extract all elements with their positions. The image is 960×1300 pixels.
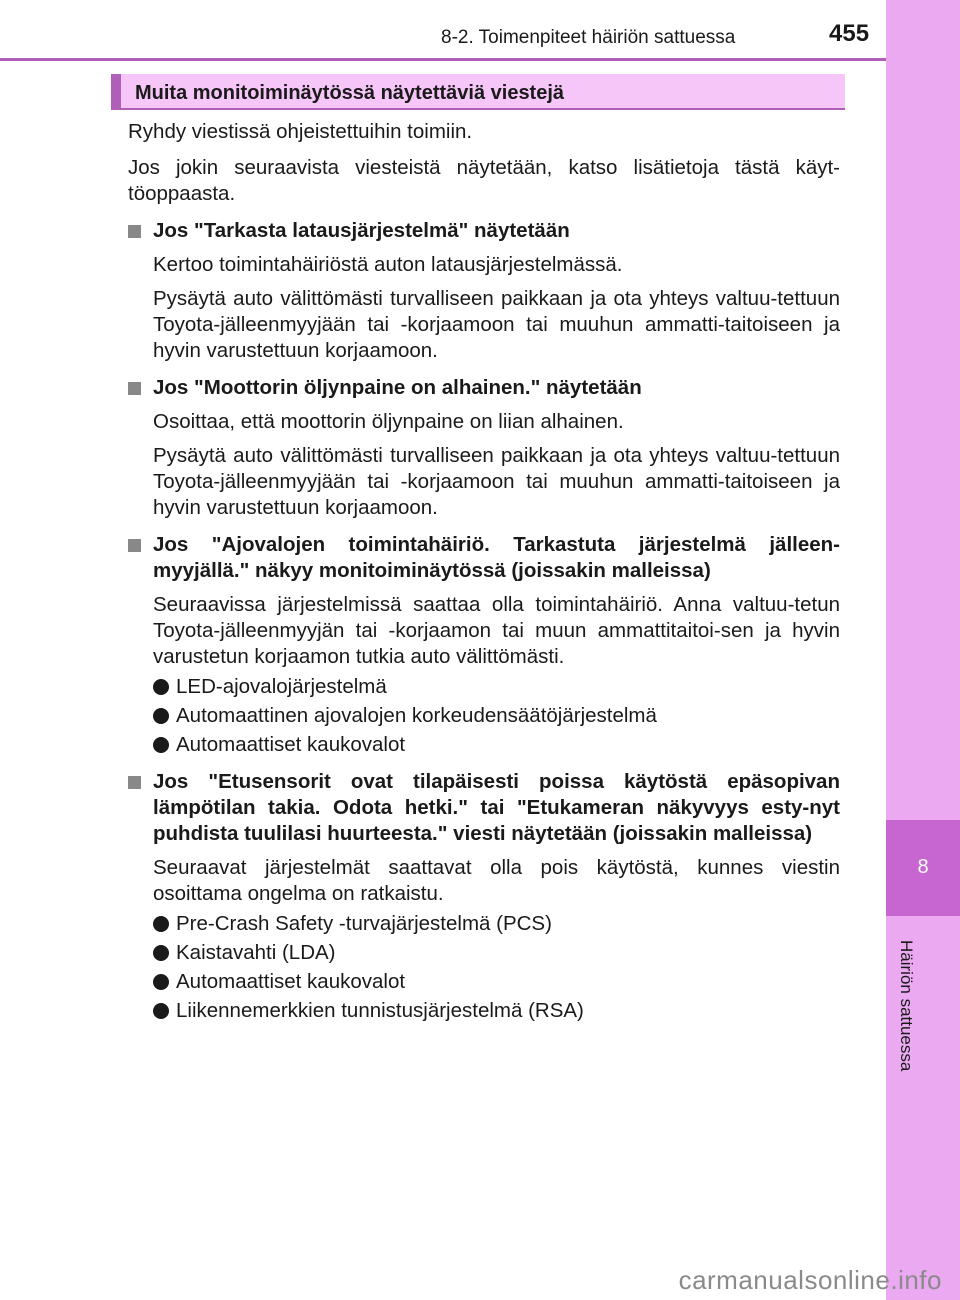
- intro-paragraph: Jos jokin seuraavista viesteistä näytetään, katso lisätietoja tästä käyt-töoppaasta.: [128, 156, 840, 205]
- page-content: [128, 119, 840, 1024]
- message-paragraph: Pysäytä auto välittömästi turvalliseen paikkaan ja ota yhteys valtuu-tettuun Toyota-jälleenmyyjään tai -korjaamoon tai muuhun ammatti-taitoiseen ja hyvin varustettuun korjaamoon.: [153, 287, 840, 362]
- message-body: [128, 409, 840, 521]
- message-body: [128, 855, 840, 1024]
- list-item-text: Automaattinen ajovalojen korkeudensäätöjärjestelmä: [176, 704, 657, 727]
- list-item: [153, 732, 840, 758]
- list-item-text: Pre-Crash Safety -turvajärjestelmä (PCS): [176, 912, 552, 935]
- system-list: [153, 674, 840, 758]
- list-item-text: Automaattiset kaukovalot: [176, 970, 406, 993]
- page-number: 455: [829, 20, 870, 47]
- square-bullet-icon: [128, 225, 141, 238]
- list-item-text: Automaattiset kaukovalot: [176, 733, 406, 756]
- message-paragraph: Kertoo toimintahäiriöstä auton latausjärjestelmässä.: [153, 253, 623, 276]
- round-bullet-icon: [153, 679, 169, 695]
- square-bullet-icon: [128, 539, 141, 552]
- round-bullet-icon: [153, 737, 169, 753]
- chapter-side-tab: [886, 0, 960, 1300]
- header-rule: [0, 58, 886, 61]
- list-item-text: LED-ajovalojärjestelmä: [176, 675, 387, 698]
- list-item: [153, 940, 840, 966]
- chapter-title-vertical: [894, 926, 918, 1086]
- square-bullet-icon: [128, 382, 141, 395]
- message-paragraph: Osoittaa, että moottorin öljynpaine on liian alhainen.: [153, 410, 624, 433]
- intro-paragraph: Ryhdy viestissä ohjeistettuihin toimiin.: [128, 120, 473, 143]
- list-item-text: Kaistavahti (LDA): [176, 941, 336, 964]
- header-section-title: 8-2. Toimenpiteet häiriön sattuessa: [441, 27, 736, 48]
- round-bullet-icon: [153, 916, 169, 932]
- list-item: [153, 969, 840, 995]
- message-heading: [128, 218, 840, 244]
- section-heading-bar: [111, 74, 845, 110]
- message-item: [128, 218, 840, 364]
- round-bullet-icon: [153, 974, 169, 990]
- message-heading-text: Jos "Moottorin öljynpaine on alhainen." näytetään: [153, 376, 642, 399]
- message-heading: [128, 769, 840, 847]
- message-heading-text: Jos "Tarkasta latausjärjestelmä" näytetään: [153, 219, 570, 242]
- message-heading-text: Jos "Etusensorit ovat tilapäisesti poissa käytöstä epäsopivan lämpötilan takia. Odota hetki." tai "Etukameran näkyvyys esty-nyt puhdista tuulilasi huurteesta." viesti näytetään (joissakin malleissa): [153, 770, 840, 845]
- list-item: [153, 911, 840, 937]
- round-bullet-icon: [153, 945, 169, 961]
- message-body: [128, 592, 840, 758]
- message-item: [128, 375, 840, 521]
- chapter-number: 8: [917, 856, 929, 878]
- round-bullet-icon: [153, 708, 169, 724]
- square-bullet-icon: [128, 776, 141, 789]
- message-body: [128, 252, 840, 364]
- message-heading: [128, 375, 840, 401]
- chapter-title: Häiriön sattuessa: [897, 940, 916, 1072]
- message-heading-text: Jos "Ajovalojen toimintahäiriö. Tarkastuta järjestelmä jälleen-myyjällä." näkyy monitoiminäytössä (joissakin malleissa): [153, 533, 840, 582]
- watermark: carmanualsonline.info: [678, 1265, 942, 1295]
- message-item: [128, 532, 840, 758]
- message-paragraph: Pysäytä auto välittömästi turvalliseen paikkaan ja ota yhteys valtuu-tettuun Toyota-jälleenmyyjään tai -korjaamoon tai muuhun ammatti-taitoiseen ja hyvin varustettuun korjaamoon.: [153, 444, 840, 519]
- message-heading: [128, 532, 840, 584]
- system-list: [153, 911, 840, 1024]
- list-item: [153, 703, 840, 729]
- list-item-text: Liikennemerkkien tunnistusjärjestelmä (RSA): [176, 999, 584, 1022]
- message-paragraph: Seuraavat järjestelmät saattavat olla pois käytöstä, kunnes viestin osoittama ongelma on ratkaistu.: [153, 856, 840, 905]
- list-item: [153, 674, 840, 700]
- message-paragraph: Seuraavissa järjestelmissä saattaa olla toimintahäiriö. Anna valtuu-tetun Toyota-jälleenmyyjän tai -korjaamon tai muun ammattitaitoi-sen ja hyvin varustetun korjaamon tutkia auto välittömästi.: [153, 593, 840, 668]
- section-title: Muita monitoiminäytössä näytettäviä viestejä: [135, 82, 565, 104]
- list-item: [153, 998, 840, 1024]
- message-item: [128, 769, 840, 1024]
- round-bullet-icon: [153, 1003, 169, 1019]
